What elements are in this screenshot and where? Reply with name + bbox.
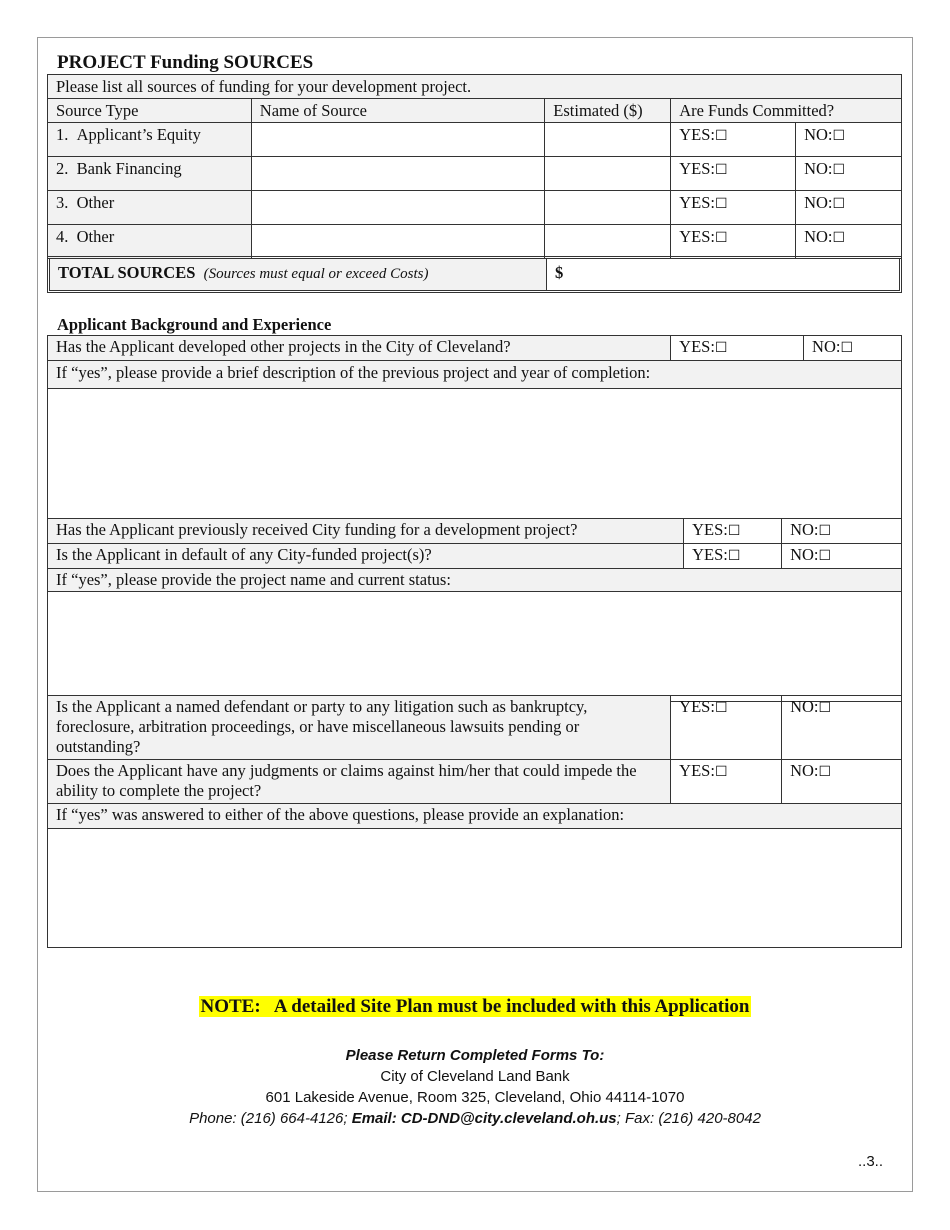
q4-yes-checkbox[interactable] xyxy=(671,696,782,760)
background-table-2 xyxy=(47,518,902,702)
checkbox-icon[interactable]: ☐ xyxy=(714,764,728,780)
total-sources-amount-input[interactable] xyxy=(547,259,900,291)
checkbox-icon[interactable]: ☐ xyxy=(714,340,728,356)
q1-developed-projects: Has the Applicant developed other projects in the City of Cleveland? xyxy=(48,336,671,361)
q5-judgments: Does the Applicant have any judgments or claims against him/her that could impede the ability to complete the project? xyxy=(48,760,671,804)
checkbox-icon[interactable]: ☐ xyxy=(832,230,846,246)
checkbox-icon[interactable]: ☐ xyxy=(818,548,832,564)
row-label: Other xyxy=(76,227,115,246)
q3-default: Is the Applicant in default of any City-funded project(s)? xyxy=(48,544,684,569)
yes-label: YES: xyxy=(679,193,715,212)
explanation-area[interactable] xyxy=(48,829,902,948)
checkbox-icon[interactable]: ☐ xyxy=(714,700,728,716)
q5-no-checkbox[interactable] xyxy=(782,760,902,804)
header-estimated: Estimated ($) xyxy=(545,99,671,123)
total-sources-note: (Sources must equal or exceed Costs) xyxy=(203,266,429,282)
no-checkbox[interactable] xyxy=(796,225,902,259)
no-checkbox[interactable] xyxy=(796,157,902,191)
q2-city-funding: Has the Applicant previously received City funding for a development project? xyxy=(48,519,684,544)
checkbox-icon[interactable]: ☐ xyxy=(714,230,728,246)
estimated-amount-input[interactable] xyxy=(545,225,671,259)
yes-checkbox[interactable] xyxy=(671,225,796,259)
q5-followup: If “yes” was answered to either of the above questions, please provide an explanation: xyxy=(48,804,902,829)
name-of-source-input[interactable] xyxy=(251,157,545,191)
source-type-cell xyxy=(48,191,252,225)
yes-label: YES: xyxy=(679,125,715,144)
yes-label: YES: xyxy=(679,159,715,178)
yes-label: YES: xyxy=(679,227,715,246)
yes-checkbox[interactable] xyxy=(671,191,796,225)
header-source-type: Source Type xyxy=(48,99,252,123)
row-number: 2. xyxy=(56,159,69,178)
name-of-source-input[interactable] xyxy=(251,191,545,225)
row-number: 3. xyxy=(56,193,69,212)
q4-litigation: Is the Applicant a named defendant or party to any litigation such as bankruptcy, foreclosure, arbitration proceedings, or have miscellaneous lawsuits pending or outstanding? xyxy=(48,696,671,760)
estimated-amount-input[interactable] xyxy=(545,123,671,157)
no-label: NO: xyxy=(804,193,833,212)
return-label: Please Return Completed Forms To: xyxy=(345,1047,605,1064)
yes-label: YES: xyxy=(679,697,715,716)
yes-label: YES: xyxy=(679,337,715,356)
no-label: NO: xyxy=(790,520,819,539)
no-label: NO: xyxy=(812,337,841,356)
funding-row xyxy=(48,191,902,225)
funding-section-title: PROJECT Funding SOURCES xyxy=(57,52,314,73)
row-label: Other xyxy=(76,193,115,212)
row-label: Bank Financing xyxy=(76,159,182,178)
funding-row xyxy=(48,225,902,259)
dollar-sign: $ xyxy=(555,263,564,282)
page-number: ..3.. xyxy=(858,1153,884,1170)
funding-row xyxy=(48,123,902,157)
checkbox-icon[interactable]: ☐ xyxy=(832,162,846,178)
header-funds-committed: Are Funds Committed? xyxy=(671,99,902,123)
total-sources-label-cell xyxy=(50,259,547,291)
q1-yes-checkbox[interactable] xyxy=(671,336,804,361)
yes-label: YES: xyxy=(692,545,728,564)
q1-no-checkbox[interactable] xyxy=(804,336,902,361)
checkbox-icon[interactable]: ☐ xyxy=(727,523,741,539)
q2-no-checkbox[interactable] xyxy=(782,519,902,544)
no-label: NO: xyxy=(804,159,833,178)
source-type-cell xyxy=(48,123,252,157)
no-checkbox[interactable] xyxy=(796,123,902,157)
q3-status-area[interactable] xyxy=(48,592,902,702)
q2-yes-checkbox[interactable] xyxy=(684,519,782,544)
estimated-amount-input[interactable] xyxy=(545,157,671,191)
q3-followup: If “yes”, please provide the project name and current status: xyxy=(48,569,902,592)
total-sources-label: TOTAL SOURCES xyxy=(58,263,196,282)
site-plan-note: NOTE: A detailed Site Plan must be included with this Application xyxy=(200,996,750,1017)
q5-yes-checkbox[interactable] xyxy=(671,760,782,804)
checkbox-icon[interactable]: ☐ xyxy=(714,162,728,178)
email-link[interactable]: Email: CD-DND@city.cleveland.oh.us xyxy=(351,1110,617,1127)
checkbox-icon[interactable]: ☐ xyxy=(832,196,846,212)
no-label: NO: xyxy=(790,761,819,780)
yes-checkbox[interactable] xyxy=(671,123,796,157)
name-of-source-input[interactable] xyxy=(251,225,545,259)
yes-checkbox[interactable] xyxy=(671,157,796,191)
fax: ; Fax: (216) 420-8042 xyxy=(616,1110,761,1127)
background-table-3 xyxy=(47,695,902,948)
yes-label: YES: xyxy=(679,761,715,780)
phone: Phone: (216) 664-4126; xyxy=(189,1110,348,1127)
checkbox-icon[interactable]: ☐ xyxy=(727,548,741,564)
funding-table xyxy=(47,74,902,259)
note-wrapper xyxy=(37,996,913,1018)
organization-name: City of Cleveland Land Bank xyxy=(380,1068,570,1085)
contact-line xyxy=(37,1108,913,1129)
funding-instruction: Please list all sources of funding for your development project. xyxy=(48,75,902,99)
checkbox-icon[interactable]: ☐ xyxy=(714,196,728,212)
no-label: NO: xyxy=(804,125,833,144)
no-label: NO: xyxy=(804,227,833,246)
estimated-amount-input[interactable] xyxy=(545,191,671,225)
checkbox-icon[interactable]: ☐ xyxy=(818,700,832,716)
row-number: 1. xyxy=(56,125,69,144)
return-info xyxy=(37,1045,913,1129)
checkbox-icon[interactable]: ☐ xyxy=(832,128,846,144)
total-sources-box xyxy=(47,256,902,293)
no-checkbox[interactable] xyxy=(796,191,902,225)
header-name-of-source: Name of Source xyxy=(251,99,545,123)
source-type-cell xyxy=(48,225,252,259)
checkbox-icon[interactable]: ☐ xyxy=(818,523,832,539)
checkbox-icon[interactable]: ☐ xyxy=(714,128,728,144)
q1-followup: If “yes”, please provide a brief description of the previous project and year of completion: xyxy=(48,361,902,389)
background-table-1 xyxy=(47,335,902,522)
background-section-title: Applicant Background and Experience xyxy=(57,315,332,334)
name-of-source-input[interactable] xyxy=(251,123,545,157)
no-label: NO: xyxy=(790,545,819,564)
q4-no-checkbox[interactable] xyxy=(782,696,902,760)
q3-yes-checkbox[interactable] xyxy=(684,544,782,569)
yes-label: YES: xyxy=(692,520,728,539)
no-label: NO: xyxy=(790,697,819,716)
checkbox-icon[interactable]: ☐ xyxy=(818,764,832,780)
row-number: 4. xyxy=(56,227,69,246)
row-label: Applicant’s Equity xyxy=(76,125,201,144)
address: 601 Lakeside Avenue, Room 325, Cleveland, Ohio 44114-1070 xyxy=(265,1089,685,1106)
checkbox-icon[interactable]: ☐ xyxy=(840,340,854,356)
q3-no-checkbox[interactable] xyxy=(782,544,902,569)
q1-description-area[interactable] xyxy=(48,389,902,522)
source-type-cell xyxy=(48,157,252,191)
funding-row xyxy=(48,157,902,191)
